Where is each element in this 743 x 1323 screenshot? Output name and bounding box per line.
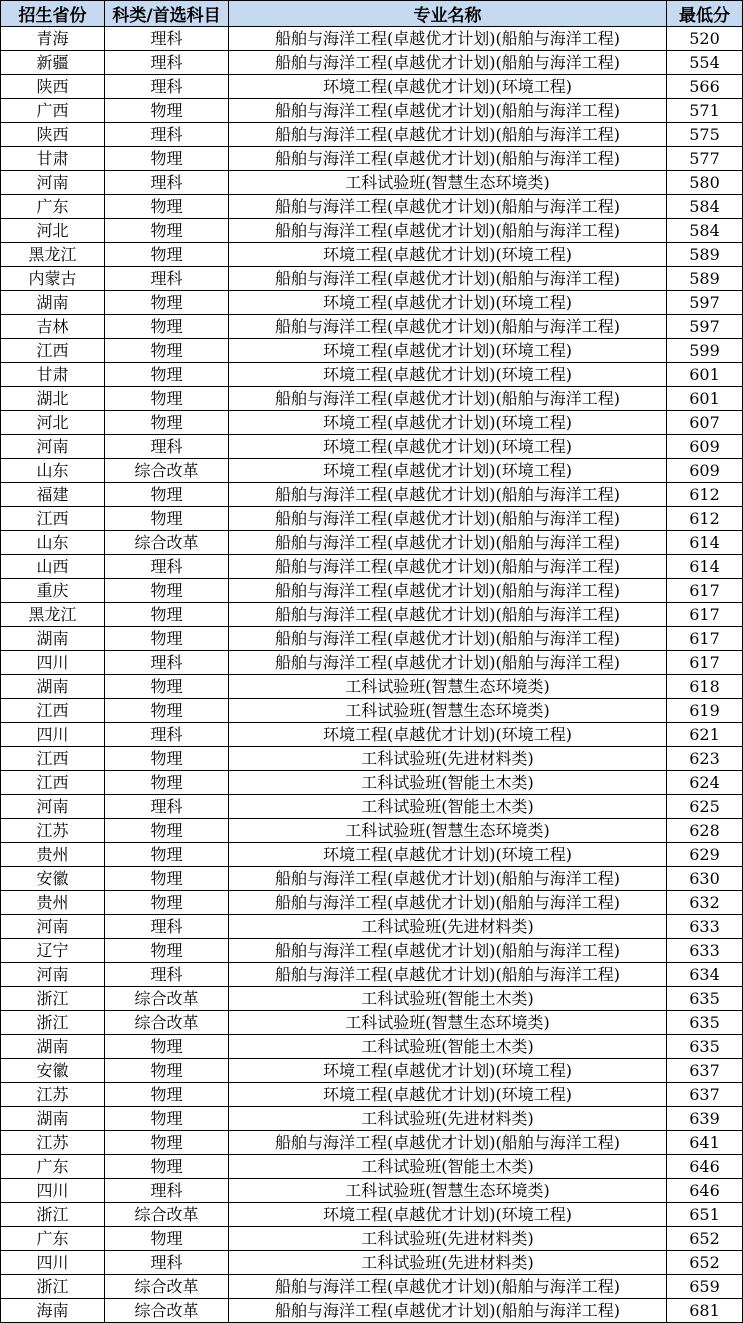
cell-min-score: 589 — [667, 267, 743, 291]
cell-major: 船舶与海洋工程(卓越优才计划)(船舶与海洋工程) — [229, 531, 667, 555]
cell-major: 工科试验班(智慧生态环境类) — [229, 171, 667, 195]
cell-major: 船舶与海洋工程(卓越优才计划)(船舶与海洋工程) — [229, 483, 667, 507]
cell-subject: 物理 — [105, 699, 229, 723]
table-row — [1, 843, 743, 867]
cell-province: 山西 — [1, 555, 105, 579]
cell-subject: 理科 — [105, 75, 229, 99]
table-row — [1, 675, 743, 699]
table-row — [1, 339, 743, 363]
table-row — [1, 435, 743, 459]
table-row — [1, 267, 743, 291]
cell-major: 环境工程(卓越优才计划)(环境工程) — [229, 459, 667, 483]
cell-province: 贵州 — [1, 843, 105, 867]
cell-major: 工科试验班(智慧生态环境类) — [229, 1179, 667, 1203]
table-row — [1, 291, 743, 315]
cell-subject: 物理 — [105, 771, 229, 795]
cell-min-score: 659 — [667, 1275, 743, 1299]
cell-province: 湖南 — [1, 291, 105, 315]
cell-major: 环境工程(卓越优才计划)(环境工程) — [229, 243, 667, 267]
cell-subject: 物理 — [105, 219, 229, 243]
cell-major: 船舶与海洋工程(卓越优才计划)(船舶与海洋工程) — [229, 1131, 667, 1155]
cell-subject: 物理 — [105, 387, 229, 411]
table-row — [1, 387, 743, 411]
cell-province: 海南 — [1, 1299, 105, 1323]
cell-province: 福建 — [1, 483, 105, 507]
table-row — [1, 915, 743, 939]
cell-min-score: 681 — [667, 1299, 743, 1323]
table-row — [1, 1203, 743, 1227]
cell-major: 工科试验班(智能土木类) — [229, 795, 667, 819]
cell-province: 重庆 — [1, 579, 105, 603]
cell-min-score: 641 — [667, 1131, 743, 1155]
table-row — [1, 1059, 743, 1083]
cell-province: 浙江 — [1, 1203, 105, 1227]
cell-subject: 理科 — [105, 915, 229, 939]
cell-province: 广东 — [1, 1155, 105, 1179]
cell-major: 船舶与海洋工程(卓越优才计划)(船舶与海洋工程) — [229, 603, 667, 627]
cell-min-score: 637 — [667, 1059, 743, 1083]
cell-major: 工科试验班(先进材料类) — [229, 1251, 667, 1275]
cell-major: 工科试验班(智慧生态环境类) — [229, 1011, 667, 1035]
table-row — [1, 771, 743, 795]
table-row — [1, 1227, 743, 1251]
cell-min-score: 621 — [667, 723, 743, 747]
cell-min-score: 614 — [667, 555, 743, 579]
cell-min-score: 607 — [667, 411, 743, 435]
cell-subject: 物理 — [105, 339, 229, 363]
cell-province: 陕西 — [1, 75, 105, 99]
table-row — [1, 987, 743, 1011]
cell-major: 环境工程(卓越优才计划)(环境工程) — [229, 1203, 667, 1227]
cell-major: 工科试验班(先进材料类) — [229, 1227, 667, 1251]
header-major: 专业名称 — [229, 1, 667, 27]
cell-min-score: 635 — [667, 1035, 743, 1059]
cell-major: 船舶与海洋工程(卓越优才计划)(船舶与海洋工程) — [229, 219, 667, 243]
cell-subject: 综合改革 — [105, 531, 229, 555]
cell-min-score: 554 — [667, 51, 743, 75]
table-row — [1, 1155, 743, 1179]
cell-major: 工科试验班(先进材料类) — [229, 1107, 667, 1131]
cell-min-score: 609 — [667, 459, 743, 483]
cell-subject: 物理 — [105, 483, 229, 507]
table-row — [1, 627, 743, 651]
cell-min-score: 619 — [667, 699, 743, 723]
cell-province: 内蒙古 — [1, 267, 105, 291]
cell-subject: 物理 — [105, 1107, 229, 1131]
cell-min-score: 635 — [667, 1011, 743, 1035]
cell-major: 船舶与海洋工程(卓越优才计划)(船舶与海洋工程) — [229, 651, 667, 675]
cell-province: 陕西 — [1, 123, 105, 147]
cell-province: 河北 — [1, 411, 105, 435]
cell-major: 环境工程(卓越优才计划)(环境工程) — [229, 339, 667, 363]
table-body — [1, 27, 743, 1323]
table-row — [1, 795, 743, 819]
cell-major: 工科试验班(先进材料类) — [229, 915, 667, 939]
table-row — [1, 939, 743, 963]
cell-min-score: 630 — [667, 867, 743, 891]
cell-min-score: 639 — [667, 1107, 743, 1131]
cell-province: 广东 — [1, 1227, 105, 1251]
table-row — [1, 891, 743, 915]
table-row — [1, 315, 743, 339]
cell-province: 江西 — [1, 699, 105, 723]
cell-min-score: 601 — [667, 363, 743, 387]
cell-province: 山东 — [1, 459, 105, 483]
cell-major: 工科试验班(先进材料类) — [229, 747, 667, 771]
cell-subject: 理科 — [105, 123, 229, 147]
table-row — [1, 603, 743, 627]
cell-subject: 物理 — [105, 1059, 229, 1083]
table-row — [1, 459, 743, 483]
cell-min-score: 652 — [667, 1251, 743, 1275]
table-row — [1, 99, 743, 123]
cell-subject: 物理 — [105, 843, 229, 867]
cell-min-score: 624 — [667, 771, 743, 795]
cell-province: 浙江 — [1, 987, 105, 1011]
cell-min-score: 575 — [667, 123, 743, 147]
cell-subject: 物理 — [105, 603, 229, 627]
cell-min-score: 614 — [667, 531, 743, 555]
table-row — [1, 483, 743, 507]
cell-province: 河南 — [1, 915, 105, 939]
table-row — [1, 963, 743, 987]
cell-province: 甘肃 — [1, 147, 105, 171]
cell-province: 江西 — [1, 507, 105, 531]
cell-min-score: 599 — [667, 339, 743, 363]
cell-subject: 物理 — [105, 1227, 229, 1251]
table-row — [1, 1083, 743, 1107]
cell-min-score: 628 — [667, 819, 743, 843]
cell-province: 湖南 — [1, 675, 105, 699]
cell-major: 船舶与海洋工程(卓越优才计划)(船舶与海洋工程) — [229, 627, 667, 651]
cell-min-score: 612 — [667, 483, 743, 507]
table-row — [1, 1107, 743, 1131]
cell-subject: 综合改革 — [105, 459, 229, 483]
table-row — [1, 195, 743, 219]
cell-subject: 综合改革 — [105, 1275, 229, 1299]
cell-province: 河南 — [1, 171, 105, 195]
table-row — [1, 1035, 743, 1059]
cell-subject: 物理 — [105, 195, 229, 219]
table-row — [1, 147, 743, 171]
cell-subject: 物理 — [105, 99, 229, 123]
cell-subject: 理科 — [105, 27, 229, 51]
cell-major: 船舶与海洋工程(卓越优才计划)(船舶与海洋工程) — [229, 387, 667, 411]
cell-province: 江西 — [1, 339, 105, 363]
cell-subject: 物理 — [105, 315, 229, 339]
cell-subject: 物理 — [105, 747, 229, 771]
cell-min-score: 612 — [667, 507, 743, 531]
table-row — [1, 747, 743, 771]
cell-province: 江西 — [1, 747, 105, 771]
cell-major: 工科试验班(智能土木类) — [229, 771, 667, 795]
table-row — [1, 507, 743, 531]
cell-subject: 物理 — [105, 579, 229, 603]
cell-subject: 物理 — [105, 675, 229, 699]
cell-min-score: 629 — [667, 843, 743, 867]
table-row — [1, 699, 743, 723]
cell-major: 船舶与海洋工程(卓越优才计划)(船舶与海洋工程) — [229, 555, 667, 579]
cell-subject: 物理 — [105, 363, 229, 387]
cell-min-score: 584 — [667, 219, 743, 243]
cell-min-score: 634 — [667, 963, 743, 987]
cell-min-score: 637 — [667, 1083, 743, 1107]
cell-province: 江苏 — [1, 1131, 105, 1155]
cell-min-score: 601 — [667, 387, 743, 411]
cell-min-score: 635 — [667, 987, 743, 1011]
cell-major: 船舶与海洋工程(卓越优才计划)(船舶与海洋工程) — [229, 867, 667, 891]
cell-major: 工科试验班(智慧生态环境类) — [229, 819, 667, 843]
cell-min-score: 625 — [667, 795, 743, 819]
table-row — [1, 723, 743, 747]
cell-min-score: 571 — [667, 99, 743, 123]
cell-major: 船舶与海洋工程(卓越优才计划)(船舶与海洋工程) — [229, 27, 667, 51]
table-row — [1, 1179, 743, 1203]
cell-province: 浙江 — [1, 1011, 105, 1035]
cell-major: 船舶与海洋工程(卓越优才计划)(船舶与海洋工程) — [229, 51, 667, 75]
cell-province: 安徽 — [1, 867, 105, 891]
cell-major: 工科试验班(智慧生态环境类) — [229, 699, 667, 723]
table-row — [1, 531, 743, 555]
cell-province: 江苏 — [1, 819, 105, 843]
cell-subject: 理科 — [105, 555, 229, 579]
cell-major: 船舶与海洋工程(卓越优才计划)(船舶与海洋工程) — [229, 123, 667, 147]
table-row — [1, 651, 743, 675]
cell-min-score: 584 — [667, 195, 743, 219]
cell-subject: 综合改革 — [105, 1011, 229, 1035]
cell-province: 江西 — [1, 771, 105, 795]
cell-province: 湖北 — [1, 387, 105, 411]
cell-major: 环境工程(卓越优才计划)(环境工程) — [229, 75, 667, 99]
cell-major: 环境工程(卓越优才计划)(环境工程) — [229, 1059, 667, 1083]
table-row — [1, 27, 743, 51]
table-row — [1, 75, 743, 99]
table-row — [1, 219, 743, 243]
table-row — [1, 579, 743, 603]
cell-min-score: 609 — [667, 435, 743, 459]
cell-subject: 理科 — [105, 267, 229, 291]
table-row — [1, 51, 743, 75]
cell-major: 环境工程(卓越优才计划)(环境工程) — [229, 1083, 667, 1107]
cell-min-score: 646 — [667, 1155, 743, 1179]
cell-subject: 理科 — [105, 963, 229, 987]
cell-province: 安徽 — [1, 1059, 105, 1083]
cell-province: 青海 — [1, 27, 105, 51]
header-province: 招生省份 — [1, 1, 105, 27]
table-row — [1, 171, 743, 195]
cell-province: 四川 — [1, 1251, 105, 1275]
cell-province: 四川 — [1, 1179, 105, 1203]
cell-major: 工科试验班(智慧生态环境类) — [229, 675, 667, 699]
cell-province: 江苏 — [1, 1083, 105, 1107]
cell-subject: 综合改革 — [105, 1203, 229, 1227]
cell-min-score: 652 — [667, 1227, 743, 1251]
cell-subject: 物理 — [105, 243, 229, 267]
cell-subject: 物理 — [105, 1131, 229, 1155]
cell-min-score: 617 — [667, 579, 743, 603]
table-row — [1, 555, 743, 579]
table-row — [1, 867, 743, 891]
cell-major: 船舶与海洋工程(卓越优才计划)(船舶与海洋工程) — [229, 1299, 667, 1323]
cell-major: 船舶与海洋工程(卓越优才计划)(船舶与海洋工程) — [229, 939, 667, 963]
cell-province: 河北 — [1, 219, 105, 243]
cell-major: 船舶与海洋工程(卓越优才计划)(船舶与海洋工程) — [229, 891, 667, 915]
cell-subject: 物理 — [105, 867, 229, 891]
cell-major: 工科试验班(智能土木类) — [229, 987, 667, 1011]
table-row — [1, 1275, 743, 1299]
cell-province: 湖南 — [1, 627, 105, 651]
table-row — [1, 819, 743, 843]
cell-province: 河南 — [1, 435, 105, 459]
cell-min-score: 566 — [667, 75, 743, 99]
cell-subject: 综合改革 — [105, 987, 229, 1011]
cell-min-score: 589 — [667, 243, 743, 267]
cell-major: 船舶与海洋工程(卓越优才计划)(船舶与海洋工程) — [229, 507, 667, 531]
cell-subject: 物理 — [105, 291, 229, 315]
cell-province: 贵州 — [1, 891, 105, 915]
cell-subject: 物理 — [105, 891, 229, 915]
cell-subject: 理科 — [105, 435, 229, 459]
cell-subject: 物理 — [105, 627, 229, 651]
cell-subject: 物理 — [105, 939, 229, 963]
cell-subject: 物理 — [105, 1155, 229, 1179]
table-row — [1, 1251, 743, 1275]
cell-min-score: 577 — [667, 147, 743, 171]
header-subject: 科类/首选科目 — [105, 1, 229, 27]
table-row — [1, 1011, 743, 1035]
cell-major: 工科试验班(智能土木类) — [229, 1155, 667, 1179]
cell-major: 船舶与海洋工程(卓越优才计划)(船舶与海洋工程) — [229, 195, 667, 219]
cell-subject: 理科 — [105, 651, 229, 675]
cell-subject: 理科 — [105, 171, 229, 195]
cell-major: 工科试验班(智能土木类) — [229, 1035, 667, 1059]
header-min-score: 最低分 — [667, 1, 743, 27]
cell-min-score: 597 — [667, 315, 743, 339]
cell-province: 广西 — [1, 99, 105, 123]
cell-province: 广东 — [1, 195, 105, 219]
cell-min-score: 617 — [667, 651, 743, 675]
cell-major: 环境工程(卓越优才计划)(环境工程) — [229, 411, 667, 435]
cell-major: 船舶与海洋工程(卓越优才计划)(船舶与海洋工程) — [229, 579, 667, 603]
cell-major: 船舶与海洋工程(卓越优才计划)(船舶与海洋工程) — [229, 963, 667, 987]
cell-major: 环境工程(卓越优才计划)(环境工程) — [229, 363, 667, 387]
header-row — [1, 1, 743, 27]
cell-min-score: 623 — [667, 747, 743, 771]
cell-subject: 理科 — [105, 1179, 229, 1203]
cell-min-score: 580 — [667, 171, 743, 195]
cell-province: 新疆 — [1, 51, 105, 75]
cell-min-score: 651 — [667, 1203, 743, 1227]
cell-min-score: 617 — [667, 627, 743, 651]
cell-min-score: 617 — [667, 603, 743, 627]
cell-subject: 物理 — [105, 1083, 229, 1107]
table-row — [1, 411, 743, 435]
cell-province: 甘肃 — [1, 363, 105, 387]
cell-major: 船舶与海洋工程(卓越优才计划)(船舶与海洋工程) — [229, 99, 667, 123]
cell-subject: 理科 — [105, 795, 229, 819]
table-row — [1, 123, 743, 147]
cell-province: 黑龙江 — [1, 243, 105, 267]
cell-province: 浙江 — [1, 1275, 105, 1299]
cell-subject: 物理 — [105, 1035, 229, 1059]
cell-major: 船舶与海洋工程(卓越优才计划)(船舶与海洋工程) — [229, 147, 667, 171]
cell-subject: 理科 — [105, 51, 229, 75]
table-row — [1, 1299, 743, 1323]
cell-province: 河南 — [1, 795, 105, 819]
cell-major: 船舶与海洋工程(卓越优才计划)(船舶与海洋工程) — [229, 1275, 667, 1299]
table-row — [1, 243, 743, 267]
cell-major: 船舶与海洋工程(卓越优才计划)(船舶与海洋工程) — [229, 315, 667, 339]
cell-min-score: 646 — [667, 1179, 743, 1203]
cell-province: 辽宁 — [1, 939, 105, 963]
cell-province: 四川 — [1, 651, 105, 675]
cell-min-score: 632 — [667, 891, 743, 915]
cell-min-score: 633 — [667, 915, 743, 939]
cell-province: 吉林 — [1, 315, 105, 339]
cell-min-score: 618 — [667, 675, 743, 699]
cell-province: 四川 — [1, 723, 105, 747]
cell-subject: 物理 — [105, 411, 229, 435]
cell-province: 湖南 — [1, 1107, 105, 1131]
cell-min-score: 633 — [667, 939, 743, 963]
cell-min-score: 520 — [667, 27, 743, 51]
cell-major: 环境工程(卓越优才计划)(环境工程) — [229, 843, 667, 867]
table-row — [1, 363, 743, 387]
cell-subject: 理科 — [105, 1251, 229, 1275]
cell-min-score: 597 — [667, 291, 743, 315]
cell-major: 环境工程(卓越优才计划)(环境工程) — [229, 435, 667, 459]
cell-subject: 物理 — [105, 147, 229, 171]
cell-subject: 理科 — [105, 723, 229, 747]
cell-province: 河南 — [1, 963, 105, 987]
cell-province: 湖南 — [1, 1035, 105, 1059]
cell-major: 船舶与海洋工程(卓越优才计划)(船舶与海洋工程) — [229, 267, 667, 291]
cell-major: 环境工程(卓越优才计划)(环境工程) — [229, 723, 667, 747]
cell-subject: 综合改革 — [105, 1299, 229, 1323]
cell-major: 环境工程(卓越优才计划)(环境工程) — [229, 291, 667, 315]
cell-province: 山东 — [1, 531, 105, 555]
table-row — [1, 1131, 743, 1155]
cell-subject: 物理 — [105, 507, 229, 531]
cell-subject: 物理 — [105, 819, 229, 843]
cell-province: 黑龙江 — [1, 603, 105, 627]
